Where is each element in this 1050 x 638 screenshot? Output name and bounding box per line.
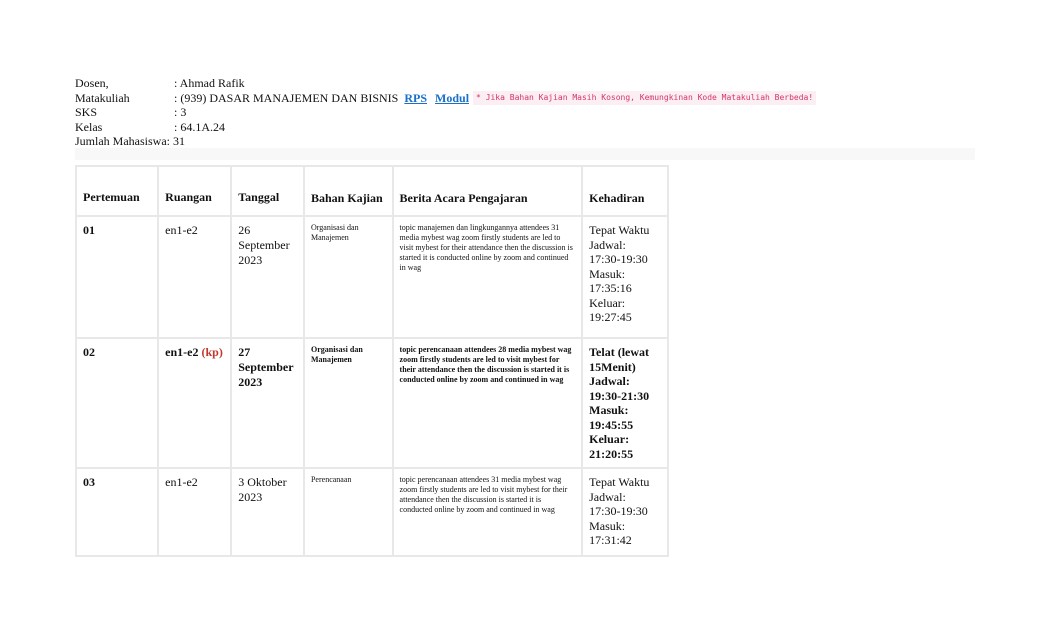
- info-row-matakuliah: [75, 91, 816, 106]
- rps-link[interactable]: RPS: [404, 90, 428, 105]
- dosen-label: Dosen,: [75, 76, 109, 90]
- meeting-number: 01: [77, 217, 157, 337]
- attendance-status: Tepat Waktu: [589, 223, 650, 237]
- check-out-label: Keluar:: [589, 432, 630, 446]
- check-in-label: Masuk:: [589, 518, 626, 533]
- room-name: en1-e2: [165, 223, 198, 237]
- report-cell: topic manajemen dan lingkungannya attendees 31 media mybest wag zoom firstly students are led to visit mybest for their attendance then the discussion is started it is conducted online by zoom and continued in wag: [394, 217, 582, 337]
- material-cell: Organisasi dan Manajemen: [305, 217, 392, 337]
- meeting-number: 03: [77, 469, 157, 555]
- info-row-sks: [75, 105, 816, 120]
- attendance-status: Telat (lewat 15Menit): [589, 345, 650, 374]
- kelas-label: Kelas: [75, 119, 103, 134]
- divider-band: [75, 148, 975, 160]
- jumlah-value: : 31: [166, 134, 185, 148]
- dosen-value: : Ahmad Rafik: [174, 76, 245, 90]
- header-bahan-kajian: Bahan Kajian: [305, 167, 392, 215]
- check-in-value: 17:35:16: [589, 281, 632, 295]
- room-kp-note: (kp): [201, 345, 223, 359]
- material-cell: Organisasi dan Manajemen: [305, 339, 392, 467]
- check-out-label: Keluar:: [589, 295, 626, 310]
- table-row: [77, 339, 667, 467]
- schedule-label: Jadwal:: [589, 489, 626, 504]
- course-info: [75, 76, 816, 149]
- jumlah-label: Jumlah Mahasiswa: [75, 134, 167, 148]
- check-in-label: Masuk:: [589, 266, 626, 281]
- attendance-status: Tepat Waktu: [589, 475, 650, 489]
- report-cell: topic perencanaan attendees 31 media mybest wag zoom firstly students are led to visit mybest for their attendance then the discussion is started it is conducted online by zoom and continued in wag: [394, 469, 582, 555]
- info-row-jumlah: [75, 134, 816, 149]
- report-cell: topic perencanaan attendees 28 media mybest wag zoom firstly students are led to visit mybest for their attendance then the discussion is started it is conducted online by zoom and continued in wag: [394, 339, 582, 467]
- attendance-cell: [583, 339, 667, 467]
- attendance-cell: [583, 217, 667, 337]
- header-kehadiran: Kehadiran: [583, 167, 667, 215]
- table-row: [77, 469, 667, 555]
- sks-label: SKS: [75, 105, 98, 119]
- sks-value: : 3: [174, 105, 187, 119]
- schedule-label: Jadwal:: [589, 237, 626, 252]
- header-tanggal: Tanggal: [232, 167, 303, 215]
- room-cell: [159, 339, 230, 467]
- course-code-warning: * Jika Bahan Kajian Masih Kosong, Kemungkinan Kode Matakuliah Berbeda!: [473, 91, 816, 106]
- room-cell: [159, 469, 230, 555]
- room-name: en1-e2: [165, 475, 198, 489]
- info-row-kelas: [75, 120, 816, 135]
- date-cell: 3 Oktober 2023: [232, 469, 303, 555]
- schedule-value: 17:30-19:30: [589, 252, 648, 266]
- room-name: en1-e2: [165, 345, 199, 359]
- room-cell: [159, 217, 230, 337]
- kelas-value: : 64.1A.24: [174, 119, 225, 134]
- check-out-value: 19:27:45: [589, 310, 632, 324]
- info-row-dosen: [75, 76, 816, 91]
- schedule-value: 17:30-19:30: [589, 504, 648, 518]
- attendance-cell: [583, 469, 667, 555]
- schedule-label: Jadwal:: [589, 374, 630, 388]
- table-row: [77, 217, 667, 337]
- material-cell: Perencanaan: [305, 469, 392, 555]
- matakuliah-label: Matakuliah: [75, 90, 130, 105]
- attendance-table: [75, 165, 669, 557]
- header-pertemuan: Pertemuan: [77, 167, 157, 215]
- check-in-value: 19:45:55: [589, 417, 634, 432]
- date-cell: 26 September 2023: [232, 217, 303, 337]
- check-in-label: Masuk:: [589, 403, 629, 417]
- table-header-row: [77, 167, 667, 215]
- schedule-value: 19:30-21:30: [589, 388, 650, 403]
- header-ruangan: Ruangan: [159, 167, 230, 215]
- meeting-number: 02: [77, 339, 157, 467]
- date-cell: 27 September 2023: [232, 339, 303, 467]
- check-in-value: 17:31:42: [589, 533, 632, 547]
- check-out-value: 21:20:55: [589, 446, 634, 461]
- header-berita-acara: Berita Acara Pengajaran: [394, 167, 582, 215]
- modul-link[interactable]: Modul: [435, 90, 470, 105]
- matakuliah-value: : (939) DASAR MANAJEMEN DAN BISNIS: [174, 90, 399, 105]
